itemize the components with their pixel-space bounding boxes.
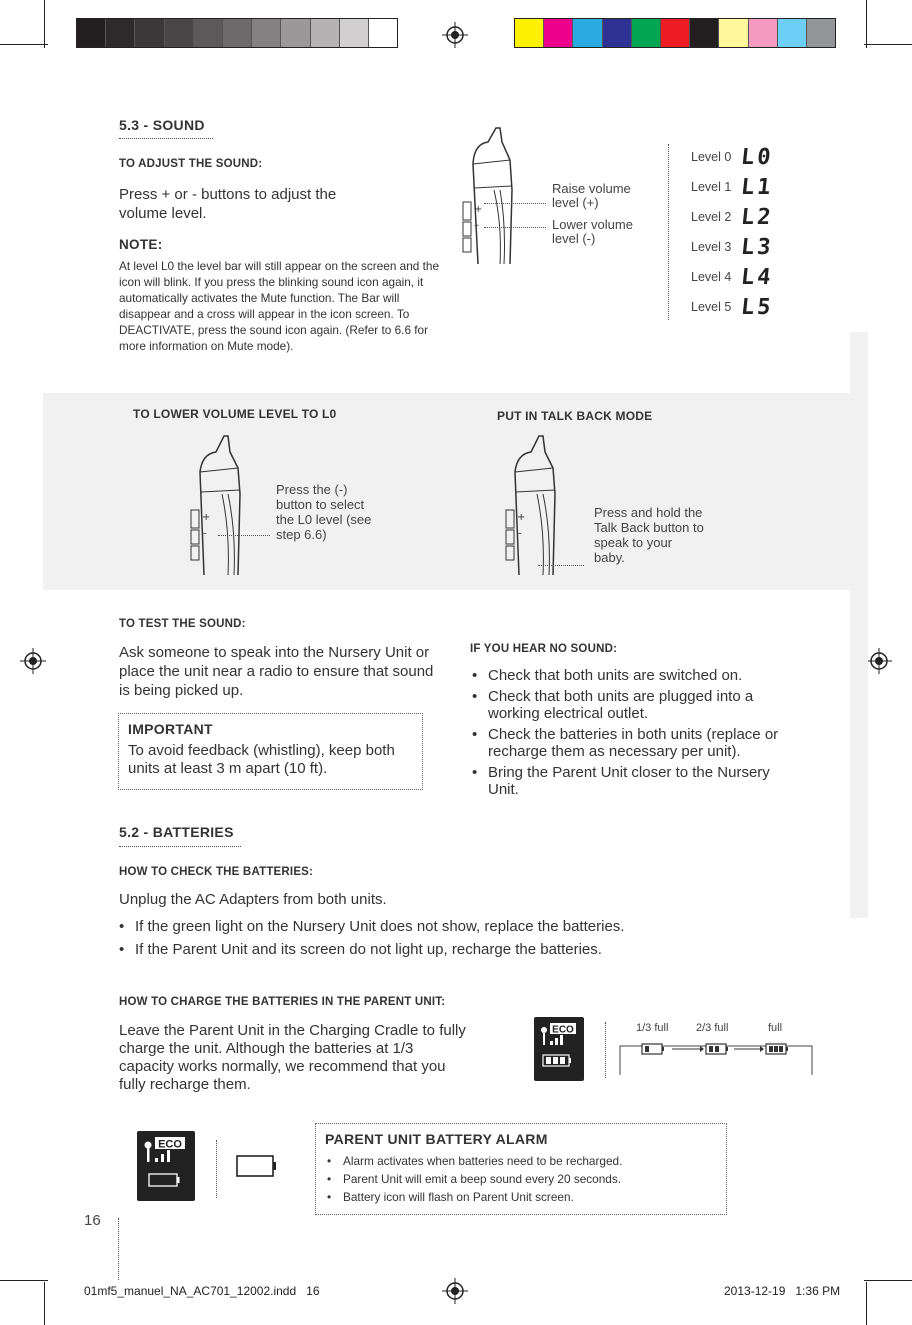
- registration-mark-icon: [20, 648, 46, 674]
- level-row: [691, 292, 774, 322]
- gray-swatch: [369, 19, 397, 47]
- level-code: L1: [739, 174, 775, 200]
- parent-unit-minus-drawing: [180, 432, 280, 575]
- no-sound-item: • Check that both units are switched on.: [470, 667, 795, 684]
- check-item: • If the green light on the Nursery Unit does not show, replace the batteries.: [117, 915, 797, 938]
- process-swatch: [778, 19, 807, 47]
- check-text: Unplug the AC Adapters from both units.: [119, 891, 387, 908]
- adjust-text: Press + or - buttons to adjust the volume level.: [119, 186, 337, 222]
- charge-state-label: 2/3 full: [696, 1022, 729, 1034]
- level-label: Level 4: [691, 270, 732, 284]
- note-text: At level L0 the level bar will still appear on the screen and the icon will blink. If you press the blinking sound icon again, it automatically activates the Mute function. The Bar will disappear and a cross will appear in the icon screen. To DEACTIVATE, press the sound icon again. (Refer to 6.6 for more information on Mute mode).: [119, 259, 440, 353]
- charge-divider: [605, 1022, 606, 1078]
- alarm-list: [325, 1153, 720, 1207]
- charge-state-label: full: [768, 1022, 783, 1034]
- important-title: IMPORTANT: [128, 721, 213, 737]
- section-title-batteries: 5.2 - BATTERIES: [119, 824, 234, 840]
- level-label: Level 3: [691, 240, 732, 254]
- minus-leader-line: [218, 535, 270, 536]
- crop-mark: [0, 44, 48, 45]
- lower-volume-label: Lower volume level (-): [552, 217, 633, 246]
- gray-color-bar: [76, 18, 398, 48]
- registration-mark-icon: [442, 1278, 468, 1304]
- level-label: Level 0: [691, 150, 732, 164]
- process-color-bar: [514, 18, 836, 48]
- test-heading: TO TEST THE SOUND:: [119, 618, 246, 630]
- charge-state-label: 1/3 full: [636, 1022, 669, 1034]
- slug-timestamp: 2013-12-19 1:36 PM: [724, 1284, 841, 1298]
- gray-swatch: [340, 19, 369, 47]
- gray-swatch: [77, 19, 106, 47]
- empty-battery-icon: [236, 1154, 278, 1180]
- talk-back-heading: PUT IN TALK BACK MODE: [497, 409, 653, 423]
- level-label: Level 5: [691, 300, 732, 314]
- raise-volume-label: Raise volume level (+): [552, 181, 631, 210]
- note-heading: NOTE:: [119, 237, 163, 252]
- page-number-rule: [118, 1218, 119, 1280]
- svg-text:+: +: [202, 512, 211, 523]
- gray-panel: [43, 393, 850, 590]
- process-swatch: [661, 19, 690, 47]
- no-sound-item: • Check that both units are plugged into a working electrical outlet.: [470, 688, 795, 722]
- charge-progress-diagram: [614, 1040, 814, 1076]
- svg-text:–: –: [517, 528, 522, 539]
- slug-file-name: 01mf5_manuel_NA_AC701_12002.indd 16: [84, 1284, 320, 1298]
- eco-label: ECO: [158, 1138, 182, 1151]
- svg-text:–: –: [202, 528, 207, 539]
- test-text: Ask someone to speak into the Nursery Unit or place the unit near a radio to ensure that sound is being picked up.: [119, 644, 434, 699]
- svg-text:+: +: [474, 204, 483, 215]
- crop-mark: [44, 1282, 45, 1325]
- crop-mark: [866, 1282, 867, 1325]
- check-heading: HOW TO CHECK THE BATTERIES:: [119, 866, 314, 878]
- important-text: To avoid feedback (whistling), keep both units at least 3 m apart (10 ft).: [128, 742, 395, 777]
- gray-swatch: [223, 19, 252, 47]
- no-sound-item: • Check the batteries in both units (replace or recharge them as necessary per unit).: [470, 726, 795, 760]
- level-row: [691, 202, 774, 232]
- charge-state-labels: [630, 1022, 800, 1036]
- level-row: [691, 172, 774, 202]
- process-swatch: [632, 19, 661, 47]
- svg-text:–: –: [474, 220, 479, 231]
- level-label: Level 1: [691, 180, 732, 194]
- title-underline: [119, 846, 241, 847]
- charge-text: Leave the Parent Unit in the Charging Cradle to fully charge the unit. Although the batteries at 1/3 capacity works normally, we recommend that you fully recharge them.: [119, 1022, 466, 1093]
- crop-mark: [866, 0, 867, 48]
- lower-volume-caption: Press the (-) button to select the L0 level (see step 6.6): [276, 482, 372, 542]
- alarm-item: • Parent Unit will emit a beep sound every 20 seconds.: [325, 1171, 720, 1187]
- gray-swatch: [311, 19, 340, 47]
- raise-leader-line: [484, 203, 546, 204]
- level-list-divider: [668, 144, 669, 320]
- registration-mark-icon: [866, 648, 892, 674]
- gray-swatch: [194, 19, 223, 47]
- gray-swatch: [281, 19, 310, 47]
- check-item: • If the Parent Unit and its screen do not light up, recharge the batteries.: [117, 938, 797, 961]
- process-swatch: [544, 19, 573, 47]
- alarm-title: PARENT UNIT BATTERY ALARM: [325, 1131, 548, 1147]
- parent-unit-screen: [534, 1017, 584, 1081]
- title-underline: [119, 138, 213, 139]
- eco-label: ECO: [552, 1024, 574, 1036]
- level-code: L4: [739, 264, 775, 290]
- svg-text:+: +: [517, 512, 526, 523]
- level-code: L3: [739, 234, 775, 260]
- section-title-sound: 5.3 - SOUND: [119, 117, 205, 133]
- process-swatch: [573, 19, 602, 47]
- process-swatch: [807, 19, 835, 47]
- level-code: L0: [739, 144, 775, 170]
- talkback-leader-line: [538, 565, 584, 566]
- check-list: [117, 915, 797, 961]
- parent-unit-talkback-drawing: [495, 432, 595, 575]
- process-swatch: [603, 19, 632, 47]
- charge-heading: HOW TO CHARGE THE BATTERIES IN THE PARENT UNIT:: [119, 996, 446, 1008]
- crop-mark: [864, 44, 912, 45]
- parent-unit-screen-alarm: [137, 1131, 195, 1201]
- level-row: [691, 262, 774, 292]
- side-gray-band: [850, 332, 868, 918]
- alarm-item: • Alarm activates when batteries need to be recharged.: [325, 1153, 720, 1169]
- antenna-signal-icon: [534, 1017, 584, 1081]
- no-sound-list: [470, 667, 795, 802]
- gray-swatch: [106, 19, 135, 47]
- process-swatch: [749, 19, 778, 47]
- page-number: 16: [84, 1212, 101, 1229]
- registration-mark-icon: [442, 22, 468, 48]
- level-code: L5: [739, 294, 775, 320]
- parent-unit-side-drawing: [448, 124, 548, 264]
- lower-volume-heading: TO LOWER VOLUME LEVEL TO L0: [133, 407, 337, 421]
- no-sound-heading: IF YOU HEAR NO SOUND:: [470, 643, 618, 655]
- level-row: [691, 232, 774, 262]
- antenna-signal-icon: [137, 1131, 195, 1201]
- process-swatch: [690, 19, 719, 47]
- process-swatch: [515, 19, 544, 47]
- process-swatch: [719, 19, 748, 47]
- crop-mark: [864, 1280, 912, 1281]
- gray-swatch: [165, 19, 194, 47]
- lower-leader-line: [484, 227, 546, 228]
- alarm-divider: [216, 1140, 217, 1198]
- talk-back-caption: Press and hold the Talk Back button to speak to your baby.: [594, 505, 704, 565]
- alarm-item: • Battery icon will flash on Parent Unit screen.: [325, 1189, 720, 1205]
- level-code: L2: [739, 204, 775, 230]
- level-list: [691, 142, 791, 322]
- gray-swatch: [252, 19, 281, 47]
- crop-mark: [0, 1280, 48, 1281]
- no-sound-item: • Bring the Parent Unit closer to the Nursery Unit.: [470, 764, 795, 798]
- level-row: [691, 142, 774, 172]
- level-label: Level 2: [691, 210, 732, 224]
- adjust-heading: TO ADJUST THE SOUND:: [119, 158, 263, 170]
- crop-mark: [44, 0, 45, 48]
- gray-swatch: [135, 19, 164, 47]
